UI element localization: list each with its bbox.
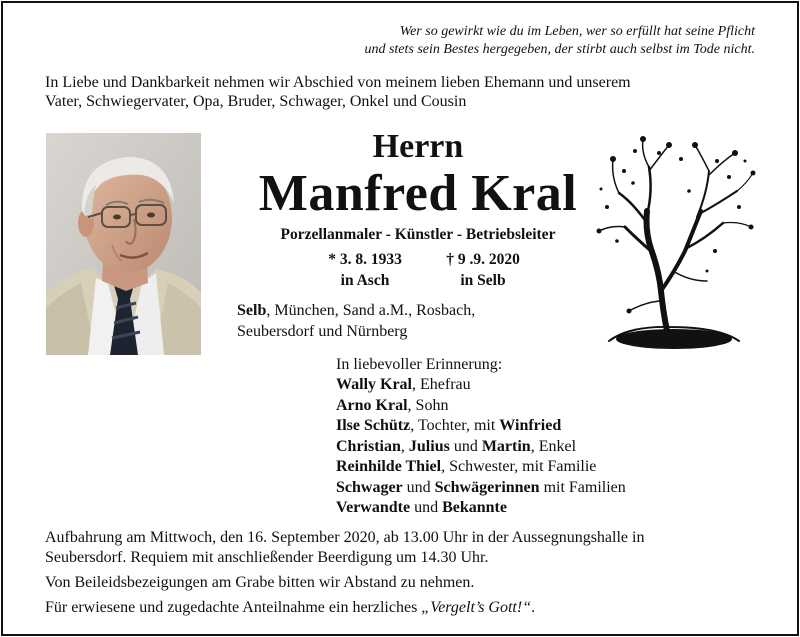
mourner-line: [336, 416, 626, 437]
deceased-name: Manfred Kral: [258, 165, 578, 222]
obituary-notice: [1, 1, 799, 636]
salutation: Herrn: [372, 128, 464, 165]
mourner-line: [336, 457, 626, 478]
mourner-separator: und: [449, 437, 482, 455]
death-date: † 9 .9. 2020: [446, 251, 520, 268]
mourners-list: [336, 375, 626, 519]
mourner-relation: , Enkel: [530, 437, 577, 455]
mourner-line: [336, 498, 626, 519]
mourner-line: [336, 478, 626, 499]
mourner-name: Martin: [481, 437, 531, 455]
notice-thanks: Für erwiesene und zugedachte Anteilnahme ein herzliches: [45, 599, 422, 616]
mourner-name: Verwandte: [336, 499, 411, 516]
funeral-notice: [45, 528, 644, 618]
death-info: [423, 249, 543, 291]
quote-line-1: Wer so gewirkt wie du im Leben, wer so erfüllt hat seine Pflicht: [399, 24, 755, 39]
intro-text: [45, 73, 631, 111]
notice-line-2: Seubersdorf. Requiem mit anschließender Beerdigung um 14.30 Uhr.: [45, 549, 489, 566]
birth-info: [305, 249, 425, 291]
mourner-name: Bekannte: [442, 499, 507, 516]
mourner-separator: ,: [400, 437, 409, 455]
places-first: Selb: [237, 302, 267, 319]
mourner-relation: mit Familien: [539, 478, 626, 496]
places-line-1-rest: , München, Sand a.M., Rosbach,: [266, 302, 476, 319]
notice-line-4: [45, 598, 644, 618]
mourner-line: [336, 437, 626, 458]
memorial-quote: [364, 23, 755, 59]
intro-line-1: In Liebe und Dankbarkeit nehmen wir Abschied von meinem lieben Ehemann und unserem: [45, 74, 631, 91]
mourner-name: Winfried: [499, 417, 562, 434]
mourner-name: Christian: [336, 437, 401, 455]
places-line-2: Seubersdorf und Nürnberg: [237, 323, 408, 340]
mourner-relation: , Tochter, mit: [410, 417, 500, 434]
mourner-name: Arno Kral: [336, 396, 408, 414]
birth-date: * 3. 8. 1933: [328, 251, 402, 268]
notice-line-1: Aufbahrung am Mittwoch, den 16. September 2020, ab 13.00 Uhr in der Aussegnungshalle in: [45, 529, 645, 546]
profession: Porzellanmaler - Künstler - Betriebsleiter: [280, 226, 556, 243]
places: [237, 300, 475, 342]
mourner-name: Ilse Schütz: [336, 417, 411, 434]
mourner-relation: , Ehefrau: [412, 376, 471, 393]
quote-line-2: und stets sein Bestes hergegeben, der stirbt auch selbst im Tode nicht.: [364, 42, 755, 57]
notice-period: .: [531, 599, 536, 616]
birth-place: in Asch: [340, 272, 390, 289]
mourner-separator: und: [410, 499, 443, 516]
mourner-name: Wally Kral: [336, 376, 412, 393]
mourner-separator: und: [402, 478, 435, 496]
mourner-name: Schwager: [336, 478, 403, 496]
death-place: in Selb: [460, 272, 506, 289]
memory-heading: In liebevoller Erinnerung:: [336, 356, 503, 373]
tree-icon: [589, 131, 759, 361]
mourner-line: [336, 375, 626, 396]
intro-line-2: Vater, Schwiegervater, Opa, Bruder, Schwager, Onkel und Cousin: [45, 93, 467, 110]
notice-vergelts-gott: „Vergelt’s Gott!“: [421, 599, 532, 616]
mourner-name: Schwägerinnen: [434, 478, 540, 496]
notice-line-3: Von Beileidsbezeigungen am Grabe bitten wir Abstand zu nehmen.: [45, 574, 475, 591]
mourner-line: [336, 396, 626, 417]
mourner-relation: , Sohn: [407, 396, 449, 414]
portrait-photo: [46, 133, 201, 355]
mourner-relation: , Schwester, mit Familie: [441, 458, 597, 475]
mourner-name: Reinhilde Thiel: [336, 458, 442, 475]
mourner-name: Julius: [408, 437, 450, 455]
places-line-1: [237, 300, 475, 321]
